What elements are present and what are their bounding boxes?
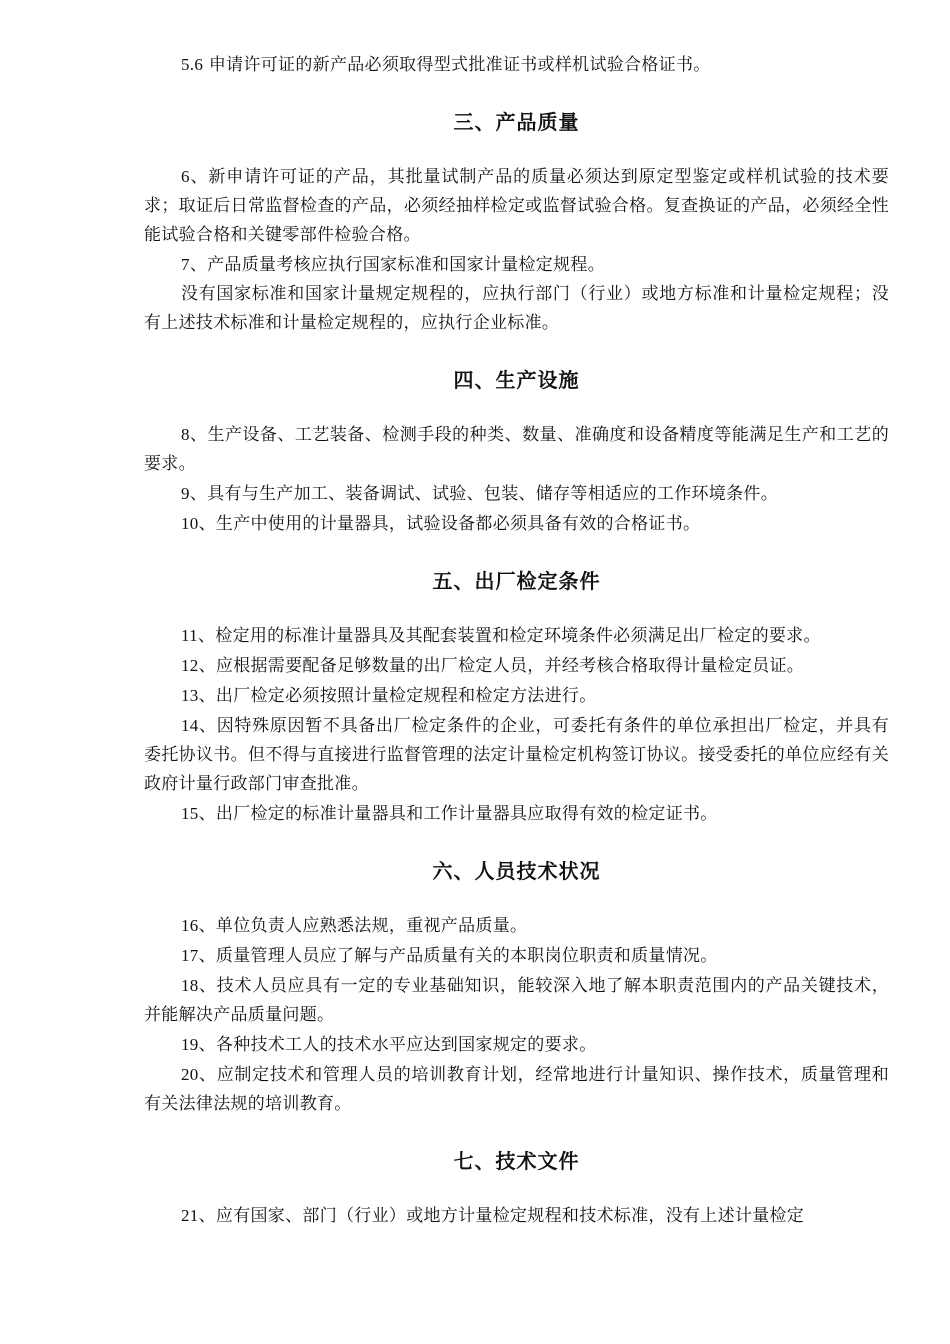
- paragraph-10: 10、生产中使用的计量器具，试验设备都必须具备有效的合格证书。: [181, 514, 701, 534]
- paragraph-14: 14、因特殊原因暂不具备出厂检定条件的企业，可委托有条件的单位承担出厂检定，并具有委托协议书。但不得与直接进行监督管理的法定计量检定机构签订协议。接受委托的单位应经有关政府计量行政部门审查批准。: [144, 716, 889, 794]
- section-heading-production-facilities: 四、生产设施: [453, 368, 580, 392]
- paragraph-9: 9、具有与生产加工、装备调试、试验、包装、储存等相适应的工作环境条件。: [181, 484, 779, 504]
- paragraph-20: 20、应制定技术和管理人员的培训教育计划，经常地进行计量知识、操作技术，质量管理和有关法律法规的培训教育。: [144, 1065, 889, 1114]
- paragraph-18: 18、技术人员应具有一定的专业基础知识，能较深入地了解本职责范围内的产品关键技术，并能解决产品质量问题。: [144, 976, 889, 1025]
- section-heading-technical-documents: 七、技术文件: [453, 1149, 580, 1173]
- paragraph-5-6: 5.6 申请许可证的新产品必须取得型式批准证书或样机试验合格证书。: [181, 55, 711, 75]
- paragraph-19: 19、各种技术工人的技术水平应达到国家规定的要求。: [181, 1035, 597, 1055]
- paragraph-13: 13、出厂检定必须按照计量检定规程和检定方法进行。: [181, 686, 597, 706]
- section-heading-factory-verification: 五、出厂检定条件: [432, 569, 601, 593]
- paragraph-21: 21、应有国家、部门（行业）或地方计量检定规程和技术标准，没有上述计量检定: [181, 1206, 805, 1226]
- paragraph-7: 7、产品质量考核应执行国家标准和国家计量检定规程。: [181, 255, 606, 275]
- document-page: [144, 50, 889, 1231]
- paragraph-8: 8、生产设备、工艺装备、检测手段的种类、数量、准确度和设备精度等能满足生产和工艺的要求。: [144, 425, 889, 474]
- paragraph-11: 11、检定用的标准计量器具及其配套装置和检定环境条件必须满足出厂检定的要求。: [181, 626, 821, 646]
- paragraph-12: 12、应根据需要配备足够数量的出厂检定人员，并经考核合格取得计量检定员证。: [181, 656, 805, 676]
- paragraph-7-cont: 没有国家标准和国家计量规定规程的，应执行部门（行业）或地方标准和计量检定规程；没有上述技术标准和计量检定规程的，应执行企业标准。: [144, 284, 889, 333]
- paragraph-17: 17、质量管理人员应了解与产品质量有关的本职岗位职责和质量情况。: [181, 946, 718, 966]
- paragraph-16: 16、单位负责人应熟悉法规，重视产品质量。: [181, 916, 528, 936]
- paragraph-15: 15、出厂检定的标准计量器具和工作计量器具应取得有效的检定证书。: [181, 804, 718, 824]
- section-heading-product-quality: 三、产品质量: [453, 110, 580, 134]
- section-heading-personnel: 六、人员技术状况: [432, 859, 601, 883]
- paragraph-6: 6、新申请许可证的产品，其批量试制产品的质量必须达到原定型鉴定或样机试验的技术要求；取证后日常监督检查的产品，必须经抽样检定或监督试验合格。复查换证的产品，必须经全性能试验合格和关键零部件检验合格。: [144, 167, 889, 245]
